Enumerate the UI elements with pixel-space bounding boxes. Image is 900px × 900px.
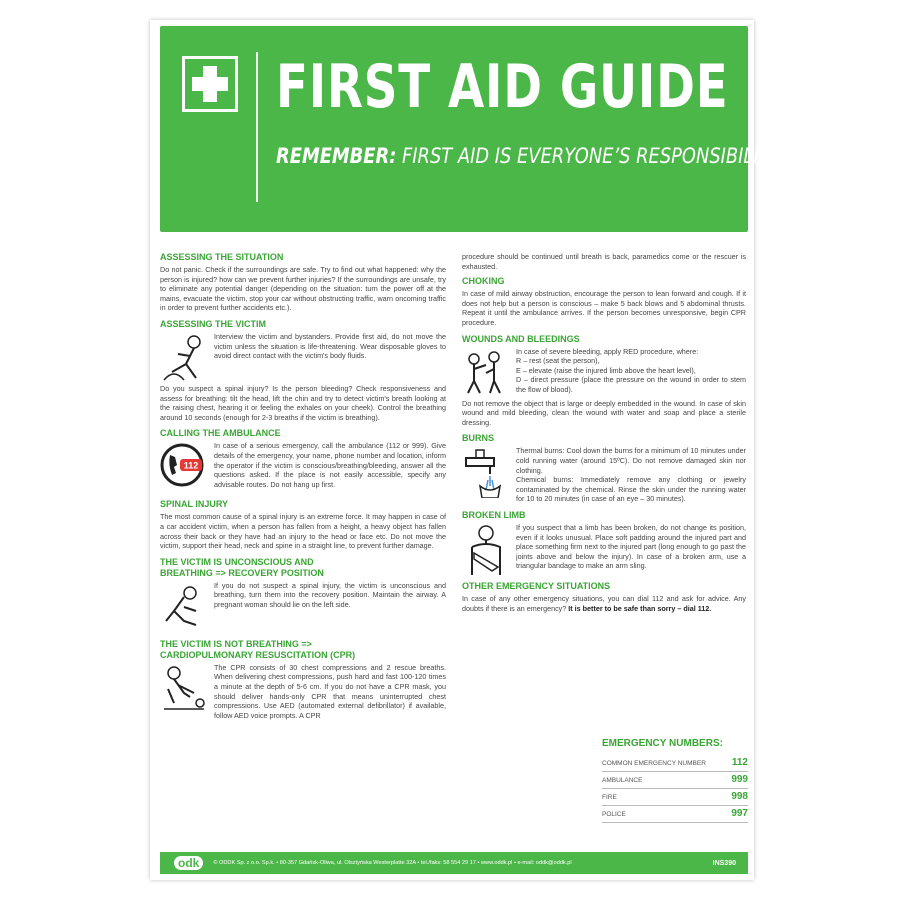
section-title: ASSESSING THE SITUATION [160,252,284,262]
emergency-numbers [602,738,748,823]
poster [150,20,781,880]
emergency-row: COMMON EMERGENCY NUMBER 112 [602,755,748,772]
emergency-row: AMBULANCE 999 [602,772,748,789]
recovery-position-icon [160,581,208,633]
section-title: THE VICTIM IS NOT BREATHING => CARDIOPULMONARY RESUSCITATION (CPR) [160,638,356,660]
left-column [160,252,446,726]
cpr-icon [160,663,208,715]
section-other-emergency [462,581,746,613]
emergency-row: POLICE 997 [602,806,748,823]
header-banner [160,26,781,232]
section-text: The most common cause of a spinal injury is an extreme force. It may happen in case of a car accident victim, when a person has fallen from a height, a heavy object has fallen across their back or they have had an injury to the head or face etc. Do not move the victim, support their head, neck and spine in a straight line, to prevent further damage. [160,512,446,551]
section-broken-limb [462,510,746,575]
assessing-victim-icon [160,332,208,384]
section-spinal-injury [160,499,446,550]
product-code: INS390 [712,859,736,867]
section-calling-ambulance [160,428,446,493]
section-text: Interview the victim and bystanders. Provide first aid, do not move the victim unless the situation is life-threatening. Wear disposable gloves to avoid direct contact with the victim's body fluids. [214,331,446,361]
section-title: BURNS [462,433,495,444]
section-text: In case of a serious emergency, call the ambulance (112 or 999). Give details of the emergency, your name, phone number and location, inform the operator if the victim is conscious/breathing/bleeding, answer all the questions asked. If the place is not easily accessible, specify any advisable routes. Do not hang up first. [214,441,446,489]
section-burns [462,433,746,504]
cpr-continued-text: procedure should be continued until breath is back, paramedics come or the rescuer is exhausted. [462,252,746,271]
section-text: In case of severe bleeding, apply RED procedure, where: R – rest (seat the person), E – elevate (raise the injured limb above the heart level), D – direct pressure (place the pressure on the wound in order to stem the flow of blood). [516,346,746,394]
section-text: If you suspect that a limb has been broken, do not change its position, even if it looks unusual. Place soft padding around the injured part and place something firm next to the injured part (long enough to go past the joints above and below the injury). In case of a broken arm, use a triangular bandage to make an arm sling. [516,522,746,571]
right-column [462,252,746,619]
section-assessing-situation [160,252,446,313]
section-title: ASSESSING THE VICTIM [160,318,267,329]
section-assessing-victim [160,319,446,422]
section-wounds [462,334,746,428]
section-title: THE VICTIM IS UNCONSCIOUS AND BREATHING => RECOVERY POSITION [160,556,324,578]
section-recovery-position [160,557,446,633]
arm-sling-icon [462,523,510,575]
emergency-numbers-title: EMERGENCY NUMBERS: [602,738,723,749]
first-aid-cross-icon [182,56,238,112]
section-title: OTHER EMERGENCY SITUATIONS [462,580,611,591]
bandaging-icon [462,347,510,399]
phone-112-icon [160,441,208,493]
page-title: FIRST AID GUIDE [276,52,729,122]
section-choking [462,276,746,327]
section-text: Thermal burns: Cool down the burns for a minimum of 10 minutes under cold running water (around 15ºC). Do not remove damaged skin nor clothing. Chemical burns: Immediately remove any clothing or jewelry contaminated by the chemical. Rinse the skin under the running water for 10 to 20 minutes (in case of an eye – 30 minutes). [516,446,746,504]
section-title: WOUNDS AND BLEEDINGS [462,333,580,344]
section-text: In case of any other emergency situations, you can dial 112 and ask for advice. Any doubts if there is an emergency? It is better to be safe than sorry – dial 112. [462,593,746,613]
section-text: In case of mild airway obstruction, encourage the person to lean forward and cough. If it does not help but a person is conscious – make 5 back blows and 5 abdominal thrusts. Repeat it until the ambulance arrives. If the person becomes unresponsive, begin CPR procedure. [462,289,746,327]
section-text: The CPR consists of 30 chest compressions and 2 rescue breaths. When delivering chest compressions, push hard and fast 100-120 times a minute at the depth of 5-6 cm. If you do not have a CPR mask, you should deliver hands-only CPR that means uninterrupted chest compressions. Use AED (automated external defibrillator) if available, follow AED voice prompts. A CPR [214,662,446,720]
footer-text: © ODDK Sp. z o.o. Sp.k. • 80-357 Gdańsk-Oliwa, ul. Olsztyńska Westerplatte 32A • tel./faks: 58 554 29 17 • www.oddk.pl • e-mail: oddk@oddk.pl [213,860,572,866]
section-title: BROKEN LIMB [462,509,526,520]
page-subtitle: REMEMBER: FIRST AID IS EVERYONE’S RESPONSIBILITY [276,144,781,168]
footer-bar [160,852,748,874]
section-text: If you do not suspect a spinal injury, the victim is unconscious and breathing, turn them into the recovery position. Maintain the airway. A pregnant woman should lie on the left side. [214,580,446,609]
section-text: Do not remove the object that is large or deeply embedded in the wound. In case of skin wound and mild bleeding, clean the wound with water and soap and place a sterile dressing. [462,398,746,427]
faucet-icon [462,446,510,498]
section-text: Do you suspect a spinal injury? Is the person bleeding? Check responsiveness and assess for breathing: tilt the head, lift the chin and try to detect victim's breath looking at the raising chest, hearing it or feeling the exhales on your cheek). Control the breathing around 10 seconds (enough for 2-3 breaths if the victim is breathing). [160,383,446,422]
header-divider [256,52,258,202]
publisher-logo: odk [174,856,203,870]
section-title: SPINAL INJURY [160,499,229,510]
svg-text:112: 112 [183,460,199,471]
section-title: CALLING THE AMBULANCE [160,428,281,439]
emergency-row: FIRE 998 [602,789,748,806]
section-title: CHOKING [462,276,505,287]
section-cpr [160,639,446,721]
section-text: Do not panic. Check if the surroundings are safe. Try to find out what happened: why the person is injured? how can we prevent further injuries? If the surroundings are unsafe, try to eliminate any potential danger (depending on the situation: turn the power off at the mains, evacuate the victim, stop your car without obstructing traffic, warn oncoming traffic in order to prevent further accidents etc.). [160,265,446,313]
